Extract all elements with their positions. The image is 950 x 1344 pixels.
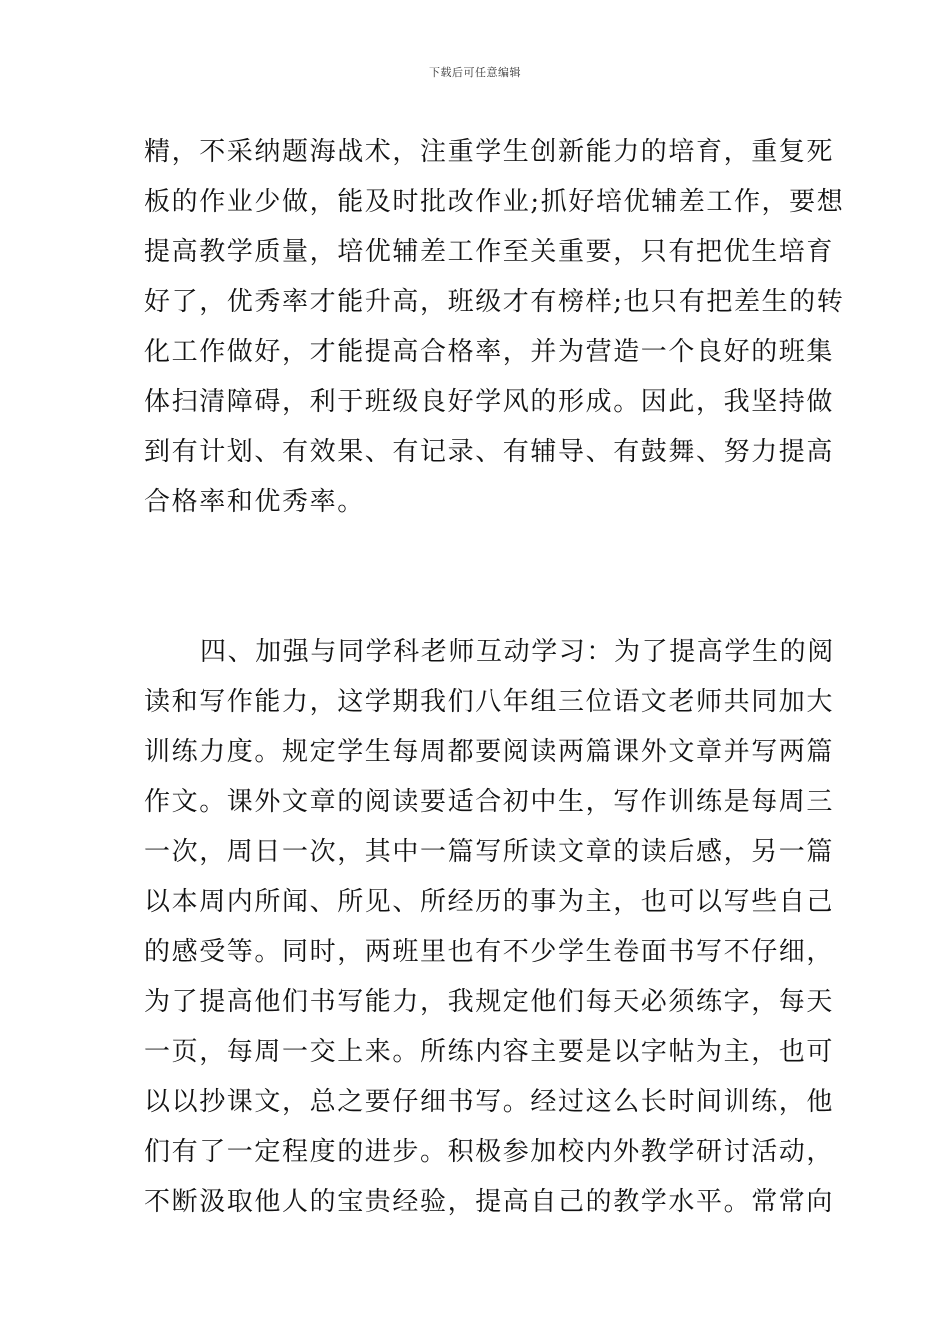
text-line: 板的作业少做，能及时批改作业;抓好培优辅差工作，要想 [144,187,845,217]
text-line: 不断汲取他人的宝贵经验，提高自己的教学水平。常常向 [144,1187,835,1217]
text-line: 体扫清障碍，利于班级良好学风的形成。因此，我坚持做 [144,387,835,417]
text-line: 提高教学质量，培优辅差工作至关重要，只有把优生培育 [144,237,835,267]
header-note: 下载后可任意编辑 [429,66,521,79]
text-line: 一页，每周一交上来。所练内容主要是以字帖为主，也可 [144,1037,835,1067]
text-line: 以以抄课文，总之要仔细书写。经过这么长时间训练，他 [144,1087,835,1117]
document-body [144,127,845,1227]
text-line: 一次，周日一次，其中一篇写所读文章的读后感，另一篇 [144,837,835,867]
text-line: 们有了一定程度的进步。积极参加校内外教学研讨活动， [144,1137,835,1167]
text-line: 精，不采纳题海战术，注重学生创新能力的培育，重复死 [144,137,835,167]
text-line: 化工作做好，才能提高合格率，并为营造一个良好的班集 [144,337,835,367]
text-line: 以本周内所闻、所见、所经历的事为主，也可以写些自己 [144,887,835,917]
text-line: 作文。课外文章的阅读要适合初中生，写作训练是每周三 [144,787,835,817]
text-line: 的感受等。同时，两班里也有不少学生卷面书写不仔细， [144,937,835,967]
text-line: 训练力度。规定学生每周都要阅读两篇课外文章并写两篇 [144,737,835,767]
text-line: 四、加强与同学科老师互动学习：为了提高学生的阅 [200,637,835,667]
text-line: 读和写作能力，这学期我们八年组三位语文老师共同加大 [144,687,835,717]
paragraph-spacer [144,527,808,627]
paragraph-2 [144,627,835,1227]
text-line: 合格率和优秀率。 [144,487,365,517]
text-line: 到有计划、有效果、有记录、有辅导、有鼓舞、努力提高 [144,437,835,467]
paragraph-1 [144,127,845,527]
text-line: 为了提高他们书写能力，我规定他们每天必须练字，每天 [144,987,835,1017]
text-line: 好了，优秀率才能升高，班级才有榜样;也只有把差生的转 [144,287,845,317]
